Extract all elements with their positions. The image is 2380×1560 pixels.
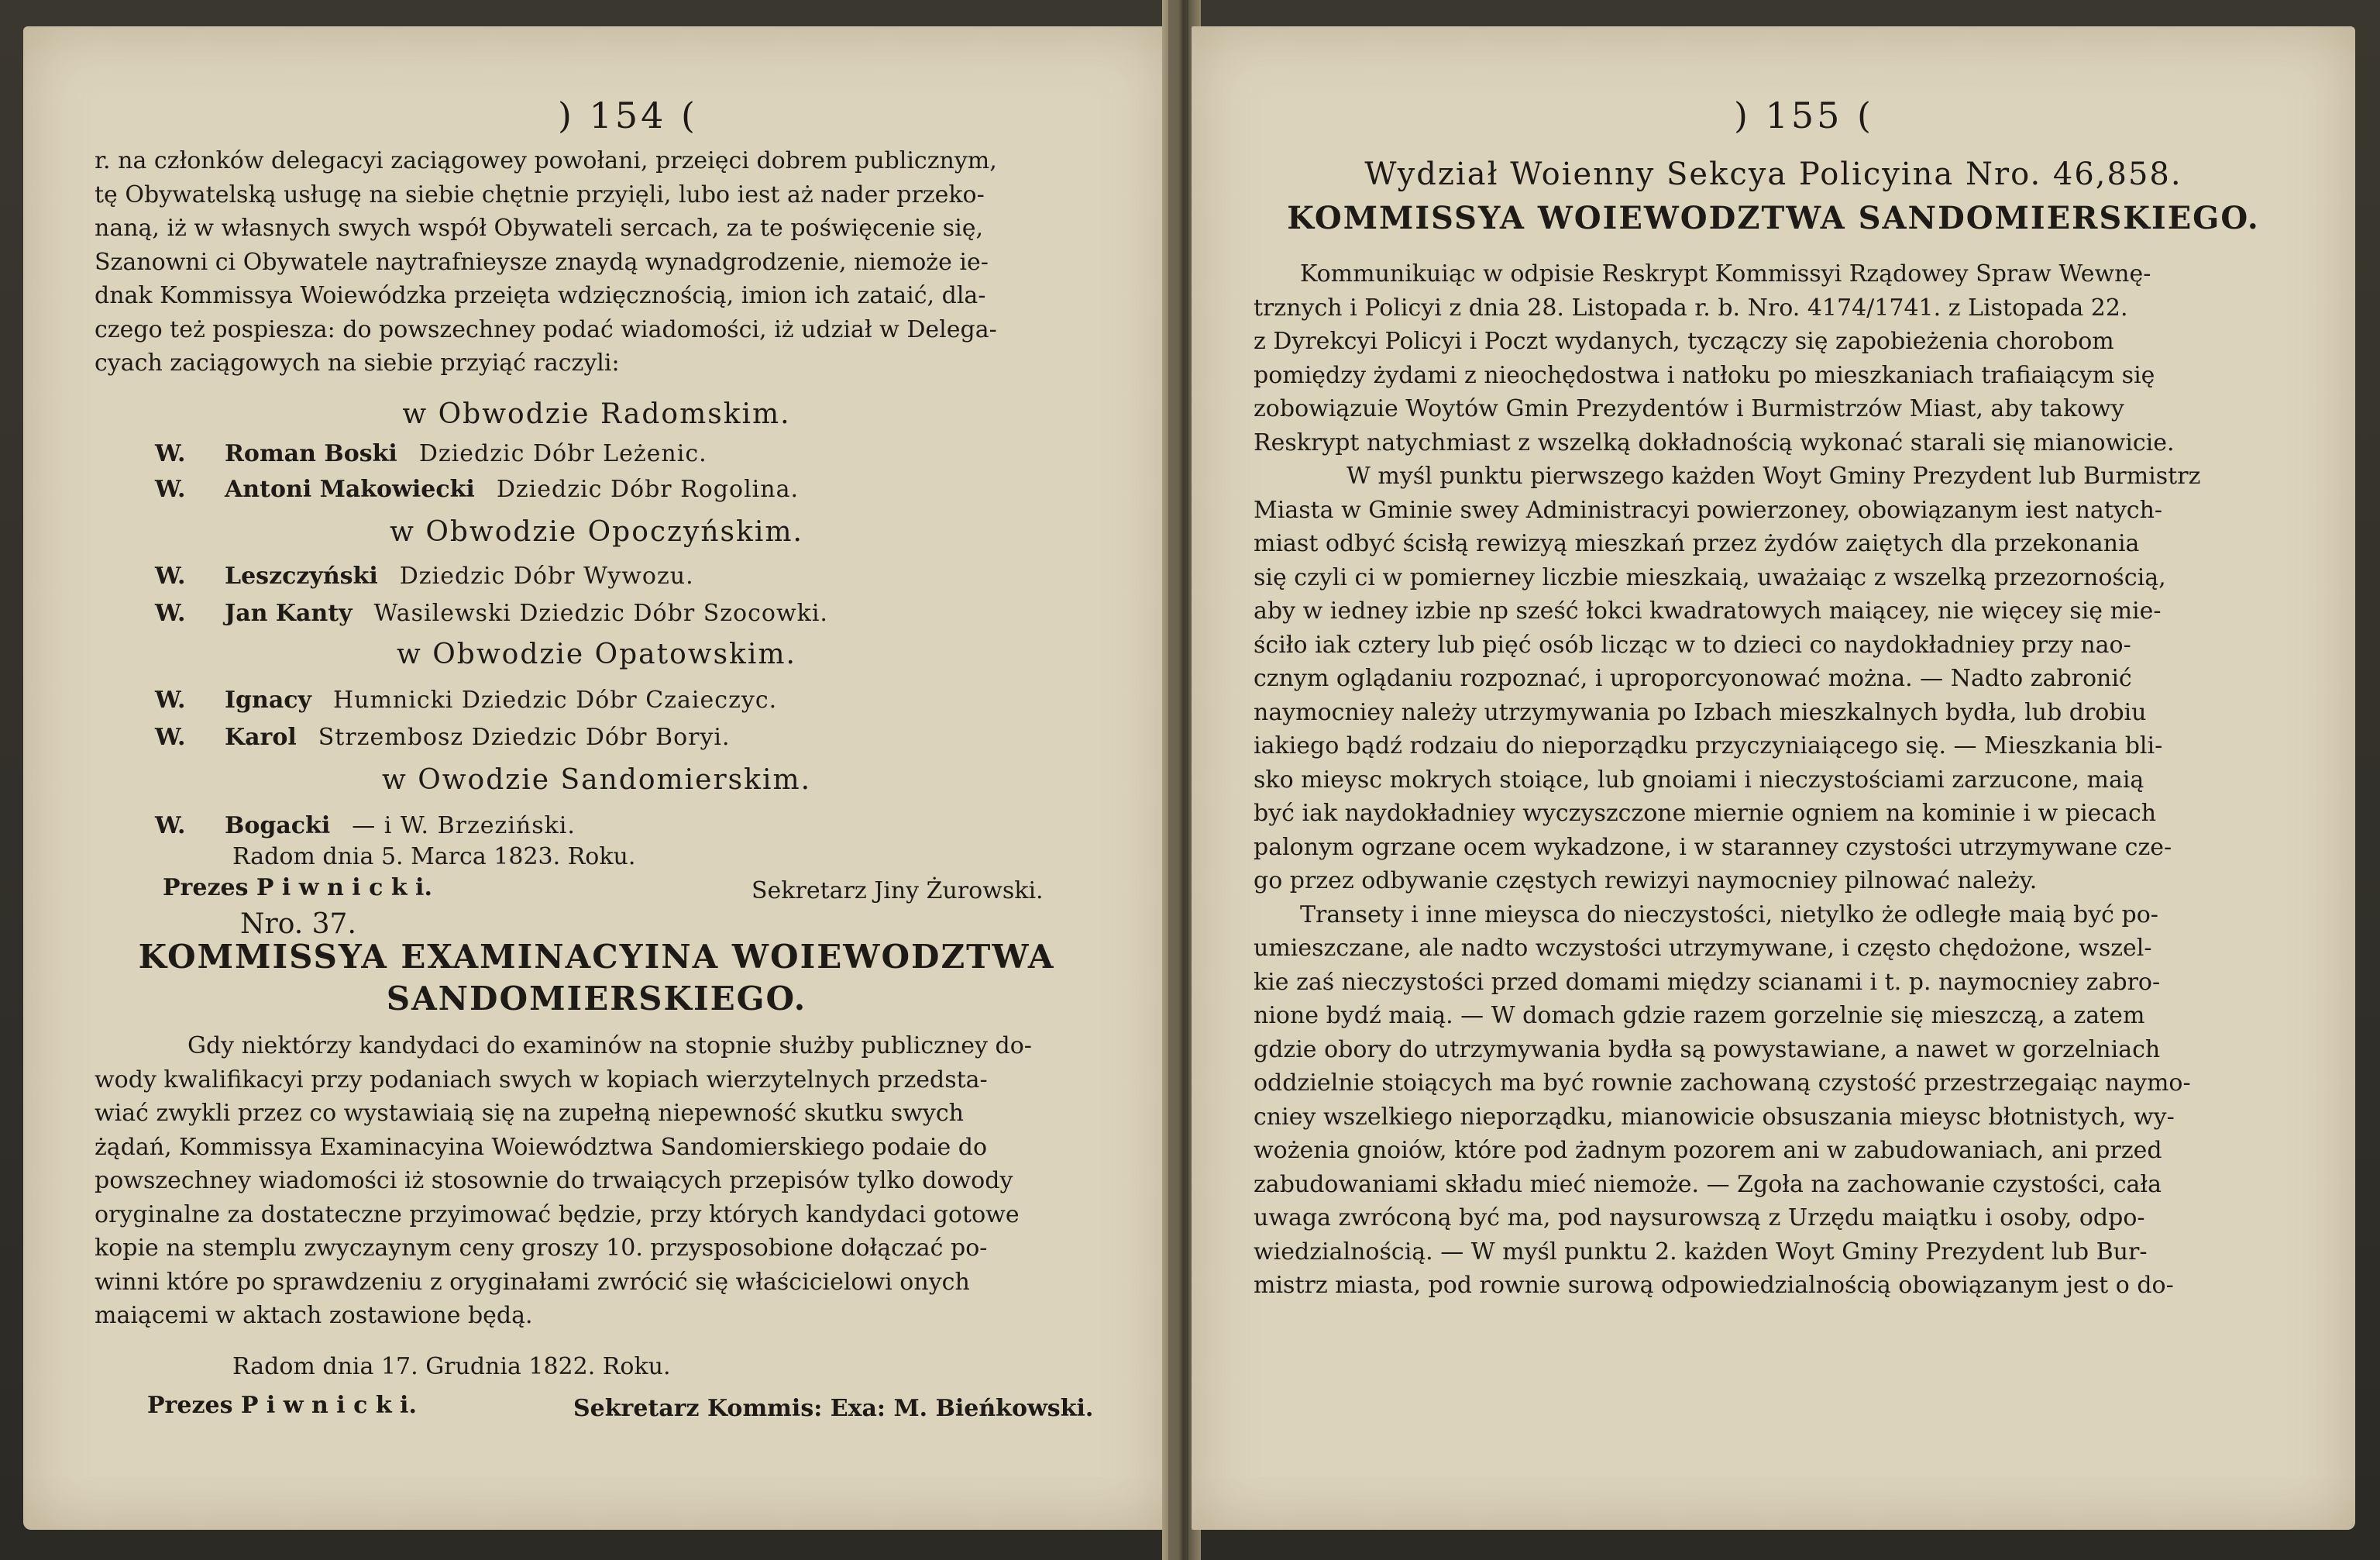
text-line: gdzie obory do utrzymywania bydła są powystawiane, a nawet w gorzelniach bbox=[1254, 1035, 2161, 1063]
text-line: umieszczane, ale nadto wczystości utrzymywane, i często chędożone, wszel- bbox=[1254, 935, 2152, 962]
member-name: Karol bbox=[225, 724, 297, 751]
text-line: zabudowaniami składu mieć niemoże. — Zgoła na zachowanie czystości, cała bbox=[1254, 1170, 2162, 1198]
right-page bbox=[1192, 26, 2355, 1530]
member-desc: Humnicki Dziedzic Dóbr Czaieczyc. bbox=[332, 687, 778, 714]
member-name: Bogacki bbox=[225, 812, 331, 839]
text-line: mistrz miasta, pod rownie surową odpowiedzialnością obowiązanym jest o do- bbox=[1254, 1272, 2174, 1299]
commission-body bbox=[95, 1029, 1171, 1333]
text-line: czego też pospiesza: do powszechney podać wiadomości, iż udział w Delega- bbox=[95, 315, 997, 343]
member-entry bbox=[155, 440, 707, 467]
text-line: cyach zaciągowych na siebie przyiąć raczyli: bbox=[95, 350, 620, 377]
text-line: Miasta w Gminie swey Administracyi powierzoney, obowiązanym iest natych- bbox=[1254, 496, 2163, 524]
member-desc: Strzembosz Dziedzic Dóbr Boryi. bbox=[318, 724, 731, 751]
text-line: oddzielnie stoiących ma być rownie zachowaną czystość przestrzegaiąc naymo- bbox=[1254, 1069, 2191, 1097]
text-line: aby w iedney izbie np sześć łokci kwadratowych maiącey, nie więcey się mie- bbox=[1254, 597, 2162, 625]
member-entry bbox=[155, 600, 828, 627]
text-line: ściło iak cztery lub pięć osób licząc w to dzieci co naydokładniey przy nao- bbox=[1254, 631, 2131, 659]
member-desc: — i W. Brzeziński. bbox=[352, 812, 576, 839]
text-line: naną, iż w własnych swych współ Obywateli sercach, za te poświęcenie się, bbox=[95, 215, 984, 242]
text-line: go przez odbywanie częstych rewizyi naymocniey pilnować należy. bbox=[1254, 867, 2038, 894]
member-prefix: W. bbox=[155, 600, 186, 627]
text-line: W myśl punktu pierwszego każden Woyt Gminy Prezydent lub Burmistrz bbox=[1346, 463, 2201, 490]
text-line: r. na członków delegacyi zaciągowey powołani, przeięci dobrem publicznym, bbox=[95, 147, 997, 174]
member-prefix: W. bbox=[155, 476, 186, 503]
member-desc: Wasilewski Dziedzic Dóbr Szocowki. bbox=[373, 600, 828, 627]
text-line: być iak naydokładniey wyczyszczone miernie ogniem na kominie i w piecach bbox=[1254, 800, 2157, 827]
text-line: uwaga zwróconą być ma, pod naysurowszą z Urzędu maiątku i osoby, odpo- bbox=[1254, 1204, 2145, 1231]
text-line: Reskrypt natychmiast z wszelką dokładnością wykonać starali się mianowicie. bbox=[1254, 429, 2175, 456]
text-line: sko mieysc mokrych stoiące, lub gnoiami i nieczystościami zarzucone, maią bbox=[1254, 766, 2144, 794]
text-line: pomiędzy żydami z nieochędostwa i natłoku po mieszkaniach trafiaiącym się bbox=[1254, 361, 2155, 389]
member-entry bbox=[155, 563, 694, 590]
member-prefix: W. bbox=[155, 440, 186, 467]
date-line: Radom dnia 17. Grudnia 1822. Roku. bbox=[232, 1353, 671, 1380]
left-page bbox=[23, 26, 1170, 1530]
page-fold-shadow bbox=[1168, 0, 1188, 1560]
secretary-signature: Sekretarz Kommis: Exa: M. Bieńkowski. bbox=[573, 1395, 1094, 1422]
text-line: naymocniey należy utrzymywania po Izbach mieszkalnych bydła, lub drobiu bbox=[1254, 698, 2147, 726]
member-prefix: W. bbox=[155, 687, 186, 714]
text-line: z Dyrekcyi Policyi i Poczt wydanych, tyczączy się zapobieżenia chorobom bbox=[1254, 328, 2114, 355]
text-line: wożenia gnoiów, które pod żadnym pozorem ani w zabudowaniach, ani przed bbox=[1254, 1137, 2162, 1164]
member-prefix: W. bbox=[155, 812, 186, 839]
member-prefix: W. bbox=[155, 724, 186, 751]
document-number: Nro. 37. bbox=[240, 908, 356, 940]
member-name: Roman Boski bbox=[225, 440, 397, 467]
text-line: wiedzialnością. — W myśl punktu 2. każden Woyt Gminy Prezydent lub Bur- bbox=[1254, 1238, 2148, 1266]
commission-heading-line-2: SANDOMIERSKIEGO. bbox=[386, 980, 807, 1018]
text-line: żądań, Kommissya Examinacyina Woiewództwa Sandomierskiego podaie do bbox=[95, 1133, 988, 1161]
intro-paragraph bbox=[95, 144, 1171, 381]
member-name: Ignacy bbox=[225, 687, 311, 714]
member-desc: Dziedzic Dóbr Rogolina. bbox=[496, 476, 800, 503]
president-signature: Prezes P i w n i c k i. bbox=[163, 874, 432, 901]
text-line: trznych i Policyi z dnia 28. Listopada r. b. Nro. 4174/1741. z Listopada 22. bbox=[1254, 294, 2128, 322]
district-title: w Owodzie Sandomierskim. bbox=[381, 764, 812, 796]
commission-heading: KOMMISSYA WOIEWODZTWA SANDOMIERSKIEGO. bbox=[1287, 200, 2260, 236]
text-line: palonym ogrzane ocem wykadzone, i w staranney czystości utrzymywane cze- bbox=[1254, 833, 2172, 861]
text-line: Szanowni ci Obywatele naytrafnieysze znaydą wynadgrodzenie, niemoże ie- bbox=[95, 248, 989, 276]
text-line: maiącemi w aktach zostawione będą. bbox=[95, 1302, 533, 1329]
text-line: Kommunikuiąc w odpisie Reskrypt Kommissyi Rządowey Spraw Wewnę- bbox=[1300, 260, 2151, 288]
district-title: w Obwodzie Opatowskim. bbox=[397, 639, 796, 670]
president-signature: Prezes P i w n i c k i. bbox=[147, 1392, 417, 1419]
member-name: Jan Kanty bbox=[225, 600, 353, 627]
text-line: oryginalne za dostateczne przyimować będzie, przy których kandydaci gotowe bbox=[95, 1200, 1020, 1228]
text-line: kie zaś nieczystości przed domami między scianami i t. p. naymocniey zabro- bbox=[1254, 968, 2161, 996]
district-title: w Obwodzie Radomskim. bbox=[402, 398, 791, 430]
text-line: się czyli ci w pomierney liczbie mieszkaią, uważaiąc z wszelką przezornością, bbox=[1254, 563, 2166, 591]
secretary-signature: Sekretarz Jiny Żurowski. bbox=[751, 877, 1044, 904]
text-line: Gdy niektórzy kandydaci do examinów na stopnie służby publiczney do- bbox=[187, 1032, 1032, 1059]
page-number: ) 154 ( bbox=[558, 95, 698, 136]
member-entry bbox=[155, 687, 777, 714]
text-line: cznym oglądaniu rozpoznać, i uproporcyonować można. — Nadto zabronić bbox=[1254, 665, 2132, 692]
member-entry bbox=[155, 812, 576, 839]
department-heading: Wydział Woienny Sekcya Policyina Nro. 46,858. bbox=[1364, 157, 2182, 192]
text-line: iakiego bądź rodzaiu do nieporządku przyczyniaiącego się. — Mieszkania bli- bbox=[1254, 732, 2163, 759]
member-entry bbox=[155, 724, 731, 751]
member-prefix: W. bbox=[155, 563, 186, 590]
text-line: Transety i inne mieysca do nieczystości, nietylko że odległe maią być po- bbox=[1300, 901, 2158, 928]
text-line: wiać zwykli przez co wystawiaią się na zupełną niepewność skutku swych bbox=[95, 1100, 964, 1127]
text-line: tę Obywatelską usługę na siebie chętnie przyięli, lubo iest aż nader przeko- bbox=[95, 181, 985, 208]
text-line: zobowiązuie Woytów Gmin Prezydentów i Burmistrzów Miast, aby takowy bbox=[1254, 395, 2124, 422]
text-line: miast odbyć ścisłą rewizyą mieszkań przez żydów zaiętych dla przekonania bbox=[1254, 530, 2140, 557]
date-line: Radom dnia 5. Marca 1823. Roku. bbox=[232, 843, 636, 870]
text-line: wody kwalifikacyi przy podaniach swych w kopiach wierzytelnych przedsta- bbox=[95, 1066, 988, 1093]
text-line: kopie na stemplu zwyczaynym ceny groszy 10. przysposobione dołączać po- bbox=[95, 1235, 988, 1262]
district-title: w Obwodzie Opoczyńskim. bbox=[390, 516, 803, 548]
member-desc: Dziedzic Dóbr Leżenic. bbox=[418, 440, 707, 467]
commission-heading: KOMMISSYA EXAMINACYINA WOIEWODZTWA bbox=[138, 938, 1055, 976]
text-line: cniey wszelkiego nieporządku, mianowicie obsuszania mieysc błotnistych, wy- bbox=[1254, 1103, 2175, 1131]
text-line: dnak Kommissya Woiewódzka przeięta wdzięcznością, imion ich zataić, dla- bbox=[95, 282, 986, 309]
member-entry bbox=[155, 476, 799, 503]
page-number: ) 155 ( bbox=[1734, 95, 1874, 136]
member-name: Leszczyński bbox=[225, 563, 378, 590]
member-desc: Dziedzic Dóbr Wywozu. bbox=[399, 563, 694, 590]
text-line: nione bydź maią. — W domach gdzie razem gorzelnie się mieszczą, a zatem bbox=[1254, 1002, 2145, 1029]
member-name: Antoni Makowiecki bbox=[225, 476, 475, 503]
reskrypt-body bbox=[1254, 257, 2323, 1303]
text-line: winni które po sprawdzeniu z oryginałami zwrócić się właścicielowi onych bbox=[95, 1268, 970, 1296]
text-line: powszechney wiadomości iż stosownie do trwaiących przepisów tylko dowody bbox=[95, 1167, 1013, 1194]
